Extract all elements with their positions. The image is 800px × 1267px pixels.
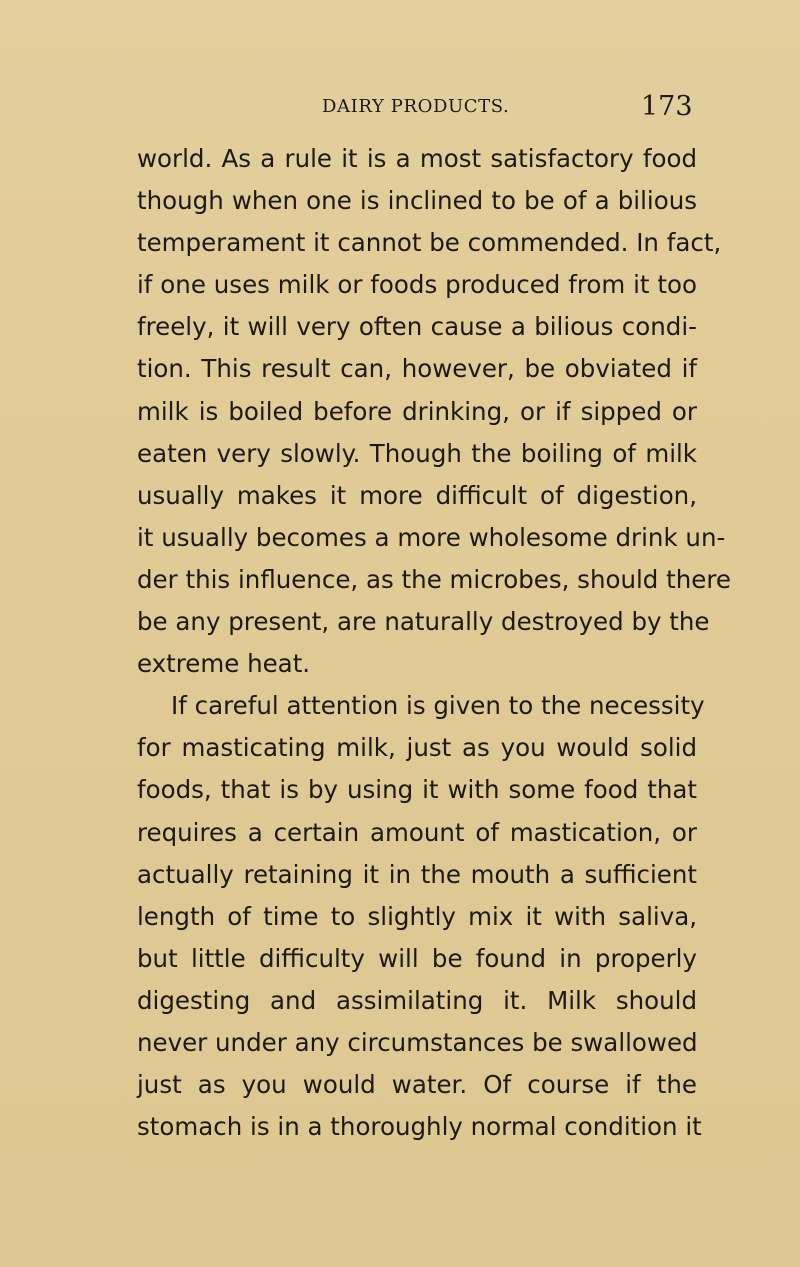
text-line: never under any circumstances be swallowed (137, 1027, 698, 1057)
text-line: actually retaining it in the mouth a sufficient (137, 859, 697, 889)
text-line: world. As a rule it is a most satisfactory food (137, 144, 697, 173)
text-line: tion. This result can, however, be obviated if (137, 354, 697, 384)
text-line: usually makes it more difficult of digestion, (137, 480, 697, 510)
paragraph-start-line: If careful attention is given to the necessity (171, 691, 705, 721)
text-line: requires a certain amount of mastication, or (137, 817, 697, 847)
text-line: but little difficulty will be found in properly (137, 943, 697, 973)
text-line: stomach is in a thoroughly normal condition it (137, 1112, 702, 1142)
running-head: DAIRY PRODUCTS. (322, 96, 510, 117)
text-line: length of time to slightly mix it with saliva, (137, 901, 697, 931)
page-number: 173 (641, 91, 693, 122)
text-line: milk is boiled before drinking, or if sipped or (137, 396, 697, 426)
body-text (137, 138, 731, 1148)
text-line: it usually becomes a more wholesome drink un- (137, 522, 726, 552)
page-header (0, 90, 800, 130)
text-line: foods, that is by using it with some food that (137, 775, 697, 805)
text-line: temperament it cannot be commended. In fact, (137, 228, 722, 258)
text-line: be any present, are naturally destroyed by the (137, 607, 710, 637)
text-line: if one uses milk or foods produced from it too (137, 270, 697, 300)
text-line: freely, it will very often cause a bilious condi- (137, 312, 697, 342)
text-line: eaten very slowly. Though the boiling of milk (137, 438, 697, 468)
text-line: though when one is inclined to be of a bilious (137, 186, 697, 216)
text-line: der this influence, as the microbes, should there (137, 564, 731, 594)
text-line: just as you would water. Of course if the (137, 1070, 697, 1100)
text-line: for masticating milk, just as you would solid (137, 733, 697, 763)
text-line: digesting and assimilating it. Milk should (137, 985, 697, 1015)
paragraph-end-line: extreme heat. (137, 649, 311, 679)
